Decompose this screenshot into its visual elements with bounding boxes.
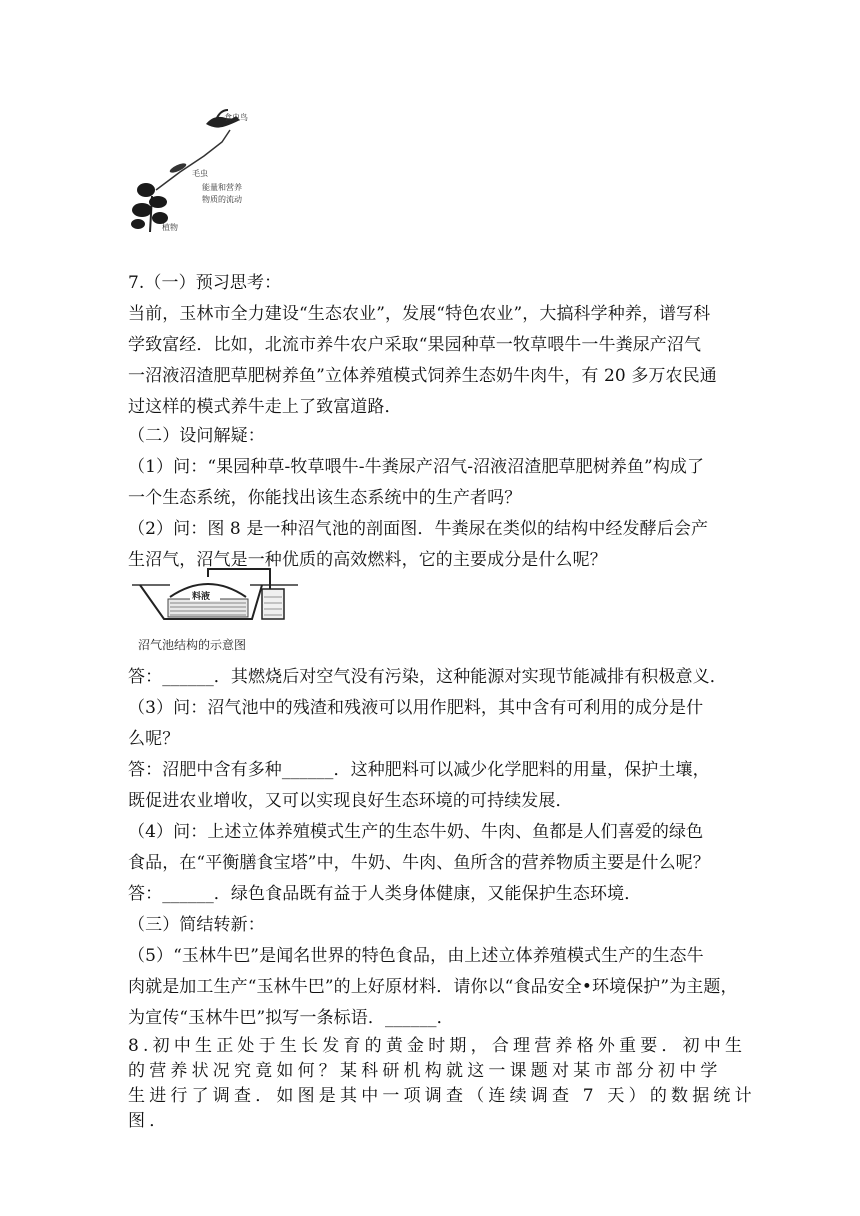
text-line: 既促进农业增收，又可以实现良好生态环境的可持续发展． (128, 791, 573, 811)
food-chain-figure (128, 106, 288, 234)
text-line: 学致富经．比如，北流市养牛农户采取“果园种草一牧草喂牛一牛粪尿产沼气 (128, 335, 702, 355)
question-4: （4）问：上述立体养殖模式生产的生态牛奶、牛肉、鱼都是人们喜爱的绿色 (128, 822, 704, 842)
label-flow-1: 能量和营养 (202, 183, 242, 192)
question-3: （3）问：沼气池中的残渣和残液可以用作肥料，其中含有可利用的成分是什 (128, 698, 704, 718)
question-5: （5）“玉林牛巴”是闻名世界的特色食品，由上述立体养殖模式生产的生态牛 (128, 946, 704, 966)
label-plant: 植物 (162, 223, 178, 232)
biogas-caption: 沼气池结构的示意图 (138, 638, 247, 652)
section-heading: （三）简结转新： (128, 915, 265, 935)
text-line: 一个生态系统，你能找出该生态系统中的生产者吗？ (128, 488, 522, 508)
text-line: 的营养状况究竟如何？某科研机构就这一课题对某市部分初中学 (128, 1061, 722, 1081)
label-flow-2: 物质的流动 (202, 195, 242, 204)
label-bird: 食虫鸟 (224, 113, 248, 122)
text-line: 么呢？ (128, 729, 180, 749)
q8-heading: 8.初中生正处于生长发育的黄金时期，合理营养格外重要．初中生 (128, 1036, 747, 1056)
text-line: 生进行了调查．如图是其中一项调查（连续调查 7 天）的数据统计 (128, 1086, 756, 1106)
answer-4: 答：______．绿色食品既有益于人类身体健康，又能保护生态环境． (128, 884, 642, 904)
biogas-digester-figure (130, 567, 300, 655)
answer-3: 答：沼肥中含有多种______．这种肥料可以减少化学肥料的用量，保护土壤， (128, 760, 710, 780)
text-line: 图． (128, 1111, 171, 1131)
question-2: （2）问：图 8 是一种沼气池的剖面图．牛粪尿在类似的结构中经发酵后会产 (128, 519, 709, 539)
text-line: 肉就是加工生产“玉林牛巴”的上好原材料．请你以“食品安全•环境保护”为主题， (128, 977, 738, 997)
text-line: 食品，在“平衡膳食宝塔”中，牛奶、牛肉、鱼所含的营养物质主要是什么呢？ (128, 853, 710, 873)
energy-flow-line (156, 130, 230, 190)
text-line: 一沼液沼渣肥草肥树养鱼”立体养殖模式饲养生态奶牛肉牛，有 20 多万农民通 (128, 366, 717, 386)
answer-2: 答：______．其燃烧后对空气没有污染，这种能源对实现节能减排有积极意义． (128, 667, 727, 687)
label-caterpillar: 毛虫 (192, 169, 208, 178)
text-line: 过这样的模式养牛走上了致富道路． (128, 397, 402, 417)
digester-inner-label: 料液 (192, 592, 211, 602)
text-line: 当前，玉林市全力建设“生态农业”，发展“特色农业”，大搞科学种养，谱写科 (128, 304, 711, 324)
q7-heading: 7.（一）预习思考： (128, 273, 282, 293)
section-heading: （二）设问解疑： (128, 426, 265, 446)
text-line: 生沼气，沼气是一种优质的高效燃料，它的主要成分是什么呢？ (128, 550, 607, 570)
text-line: 为宣传“玉林牛巴”拟写一条标语．______． (128, 1008, 454, 1028)
question-1: （1）问：“果园种草-牧草喂牛-牛粪尿产沼气-沼液沼渣肥草肥树养鱼”构成了 (128, 457, 705, 477)
